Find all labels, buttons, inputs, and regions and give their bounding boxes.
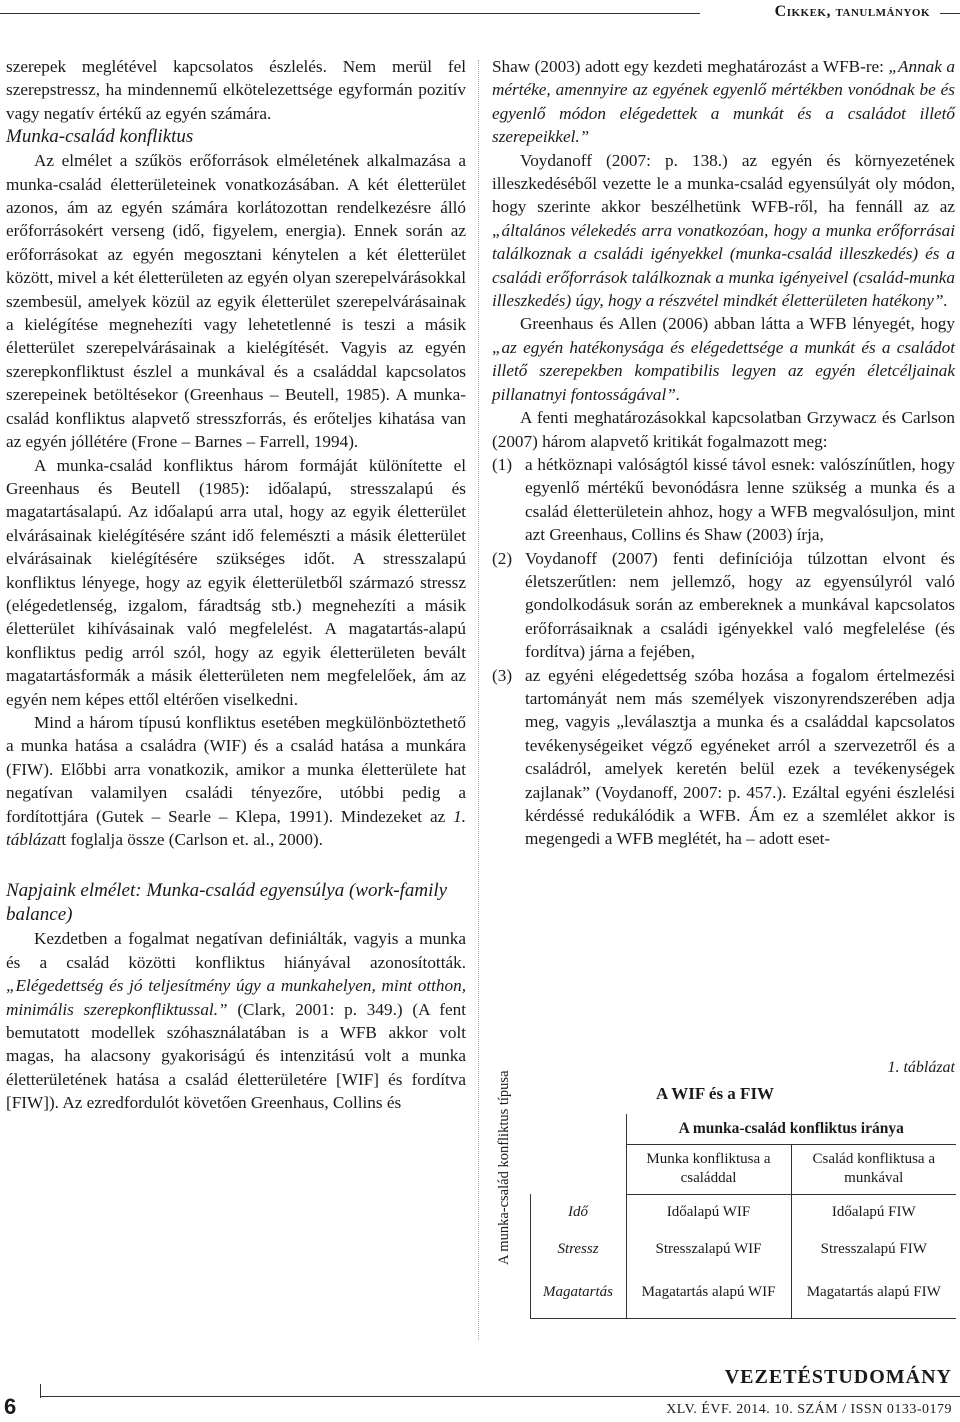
header-rule-right	[940, 13, 960, 14]
quote: „Annak a mértéke, amennyire az egyének egyenlő mértékben vonódnak be és egyenlő módon elégedettek a munkát és a családot illető szerepeikkel.”	[492, 57, 955, 147]
paragraph: A munka-család konfliktus három formáját különítette el Greenhaus és Beutell (1985): időalapú, stresszalapú és magatartásalapú. Az időalapú arra utal, hogy az egyik életterület elvárásainak kielégítésére szánt idő felemészti a másik életterület elvárásainak kielégítésére szükséges időt. A stresszalapú konfliktus lényege, hogy az egyik életterületből származó stressz (elégedetlenség, izgalom, fáradtság stb.) megnehezíti a másik életterület kihívásainak való megfelelést. A magatartás-alapú konfliktus pedig arról szól, hogy az egyik életterületen bevált magatartásformák a másik életterületen nem megfelelőek, ám az egyén nem képes ettől eltérően viselkedni.	[6, 455, 466, 709]
table-corner	[530, 1114, 626, 1144]
paragraph: A fenti meghatározásokkal kapcsolatban Grzywacz és Carlson (2007) három alapvető kritikát fogalmazott meg:	[492, 408, 955, 451]
paragraph: Az elmélet a szűkös erőforrások elméletének alkalmazása a munka-család életterületeinek vonatkozásában. A két életterület azonos, ám az egyén számára korlátozottan rendelkezésre álló erőforrásokért verseng (idő, figyelem, energia). Ennek során az erőforrásokat az egyén megosztani kénytelen a két életterület között, mivel a két életterületen az egyén olyan szerepelvárásokkal szembesül, amelyek közül az egyik életterület szerepelvárásainak a kielégítése megnehezíti vagy lehetetlenné is teszi a másik életterület szerepelvárásainak a kielégítését. Vagyis az egyén szerepkonfliktust észlel a munkával és a családdal kapcsolatos szerepeinek betöltésekor (Greenhaus – Beutell, 1985). A munka-család konfliktus alapvető stresszforrás, és erőteljes kihatása van az egyén jóllétére (Frone – Barnes – Farrell, 1994).	[6, 151, 466, 452]
section-heading-conflict: Munka-család konfliktus	[6, 126, 194, 148]
footer-rule	[40, 1396, 960, 1397]
page-footer	[0, 1360, 960, 1422]
page-header	[0, 0, 960, 30]
list-item	[492, 664, 955, 851]
cell-wif: Időalapú WIF	[626, 1194, 791, 1231]
paragraph	[492, 149, 955, 313]
cell-wif: Magatartás alapú WIF	[626, 1268, 791, 1318]
table-reference: 1. táblázat	[6, 806, 466, 849]
cell-fiw: Időalapú FIW	[791, 1194, 956, 1231]
paragraph	[6, 927, 466, 1114]
text: (Clark, 2001: p. 349.) (A fent bemutatott modellek szóhasználatában is a WFB akkor volt magas, ha alacsony gyakoriságú és intenzitású volt a munka életterületének hatása a család életterületére [WIF] és fordítva [FIW]). Az ezredfordulót követően Greenhaus, Collins és	[6, 999, 466, 1113]
list-number: (2)	[492, 548, 513, 568]
row-type: Magatartás	[530, 1268, 626, 1318]
text: Shaw (2003) adott egy kezdeti meghatározást a WFB-re:	[492, 57, 889, 76]
col-header-fiw: Család konfliktusa a munkával	[791, 1144, 956, 1194]
list-number: (3)	[492, 665, 513, 685]
text: t foglalja össze (Carlson et. al., 2000).	[61, 830, 323, 849]
col-header-wif: Munka konfliktusa a családdal	[626, 1144, 791, 1194]
cell-wif: Stresszalapú WIF	[626, 1231, 791, 1268]
list-item	[492, 547, 955, 664]
section-heading-balance: Napjaink elmélet: Munka-család egyensúlya (work-family balance)	[6, 880, 448, 926]
quote: „az egyén hatékonysága és elégedettsége a munkát és a családot illető szerepekben kompatibilis legyen az egyén életcéljainak pillanatnyi fontosságával”.	[492, 337, 955, 404]
table-title: A WIF és a FIW	[656, 1084, 775, 1103]
list-text: az egyéni elégedettség szóba hozása a fogalom értelmezési tartományát nem más személyek viszonyrendszerében adja meg, vagyis „leválasztja a munka és a családdal kapcsolatos tevékenységeiket végző egyéneket arról a szervezetről és a családról, amelyek keretén belül ezek a tevékenységek zajlanak” (Voydanoff, 2007: p. 457.). Ezáltal egyéni észlelési kérdéssé redukálódik a WFB. Ám ez a szemlélet akkor is megengedi a WFB meglétét, ha – adott eset-	[525, 665, 955, 849]
list-text: a hétköznapi valóságtól kissé távol esnek: valószínűtlen, hogy egyenlő mértékű bevonódásra lenne szükség a munka és a család életterületein ahhoz, hogy a WFB megvalósuljon, mint azt Greenhaus, Collins és Shaw (2003) írja,	[525, 454, 955, 545]
row-type: Stressz	[557, 1241, 599, 1257]
text: Mind a három típusú konfliktus esetében megkülönböztethető a munka hatása a családra (WIF) és a család hatása a munkára (FIW). Előbbi arra vonatkozik, amikor a munka életterülete hat negatívan valamilyen családi tényezőre, utóbbi pedig a fordítottjára (Gutek – Searle – Klepa, 1991). Mindezeket az	[6, 712, 466, 826]
issue-info: XLV. ÉVF. 2014. 10. SZÁM / ISSN 0133-0179	[666, 1402, 952, 1417]
table-number: 1. táblázat	[887, 1059, 955, 1076]
paragraph: szerepek meglétével kapcsolatos észlelés. Nem merül fel szerepstressz, ha mindennemű elkötelezettsége egyformán pozitív vagy negatív értékű az egyén számára.	[6, 57, 466, 123]
row-type: Idő	[568, 1204, 588, 1220]
list-text: Voydanoff (2007) fenti definíciója túlzottan elvont és életszerűtlen: nem jellemző, hogy az egyensúlyról való gondolkodásuk során az embereknek a munkával kapcsolatos erőforrásaiknak a családi igényekkel való megfelelése (és fordítva) járna a fejében,	[525, 548, 955, 662]
page-number: 6	[4, 1394, 17, 1419]
text: Kezdetben a fogalmat negatívan definiálták, vagyis a munka és a család közötti konfliktus hiányával azonosították.	[6, 929, 466, 972]
section-title: Cikkek, tanulmányok	[774, 3, 930, 20]
direction-header: A munka-család konfliktus iránya	[626, 1114, 956, 1144]
cell-fiw: Magatartás alapú FIW	[791, 1268, 956, 1318]
row-axis-label	[496, 1069, 530, 1318]
critique-list	[492, 453, 955, 851]
cell-fiw: Stresszalapú FIW	[791, 1231, 956, 1268]
table-corner	[530, 1144, 626, 1194]
paragraph	[6, 711, 466, 851]
quote: „Elégedettség és jó teljesítmény úgy a munkahelyen, mint otthon, minimális szerepkonfliktussal.”	[6, 976, 466, 1019]
right-column	[492, 55, 955, 851]
list-number: (1)	[492, 454, 513, 474]
paragraph	[492, 55, 955, 149]
quote: „általános vélekedés arra vonatkozóan, hogy a munka erőforrásai találkoznak a családi igényekkel (munka-család illeszkedés) és a családi erőforrások találkoznak a munka igényeivel (család-munka illeszkedés) úgy, hogy a részvétel mindkét életterületen hatékony”.	[492, 220, 955, 311]
text: Greenhaus és Allen (2006) abban látta a WFB lényegét, hogy	[520, 314, 955, 334]
text: Voydanoff (2007: p. 138.) az egyén és környezetének illeszkedéséből vezette le a munka-család egyensúlyát oly módon, hogy szerinte akkor beszélhetünk WFB-ről, ha fennáll az az	[492, 150, 955, 217]
left-column	[6, 55, 466, 1115]
column-divider	[478, 60, 479, 1340]
list-item	[492, 453, 955, 547]
row-axis-text: A munka-család konfliktus típusa	[496, 1069, 512, 1265]
paragraph	[492, 312, 955, 406]
header-rule	[0, 13, 700, 14]
journal-name: VEZETÉSTUDOMÁNY	[724, 1366, 952, 1388]
